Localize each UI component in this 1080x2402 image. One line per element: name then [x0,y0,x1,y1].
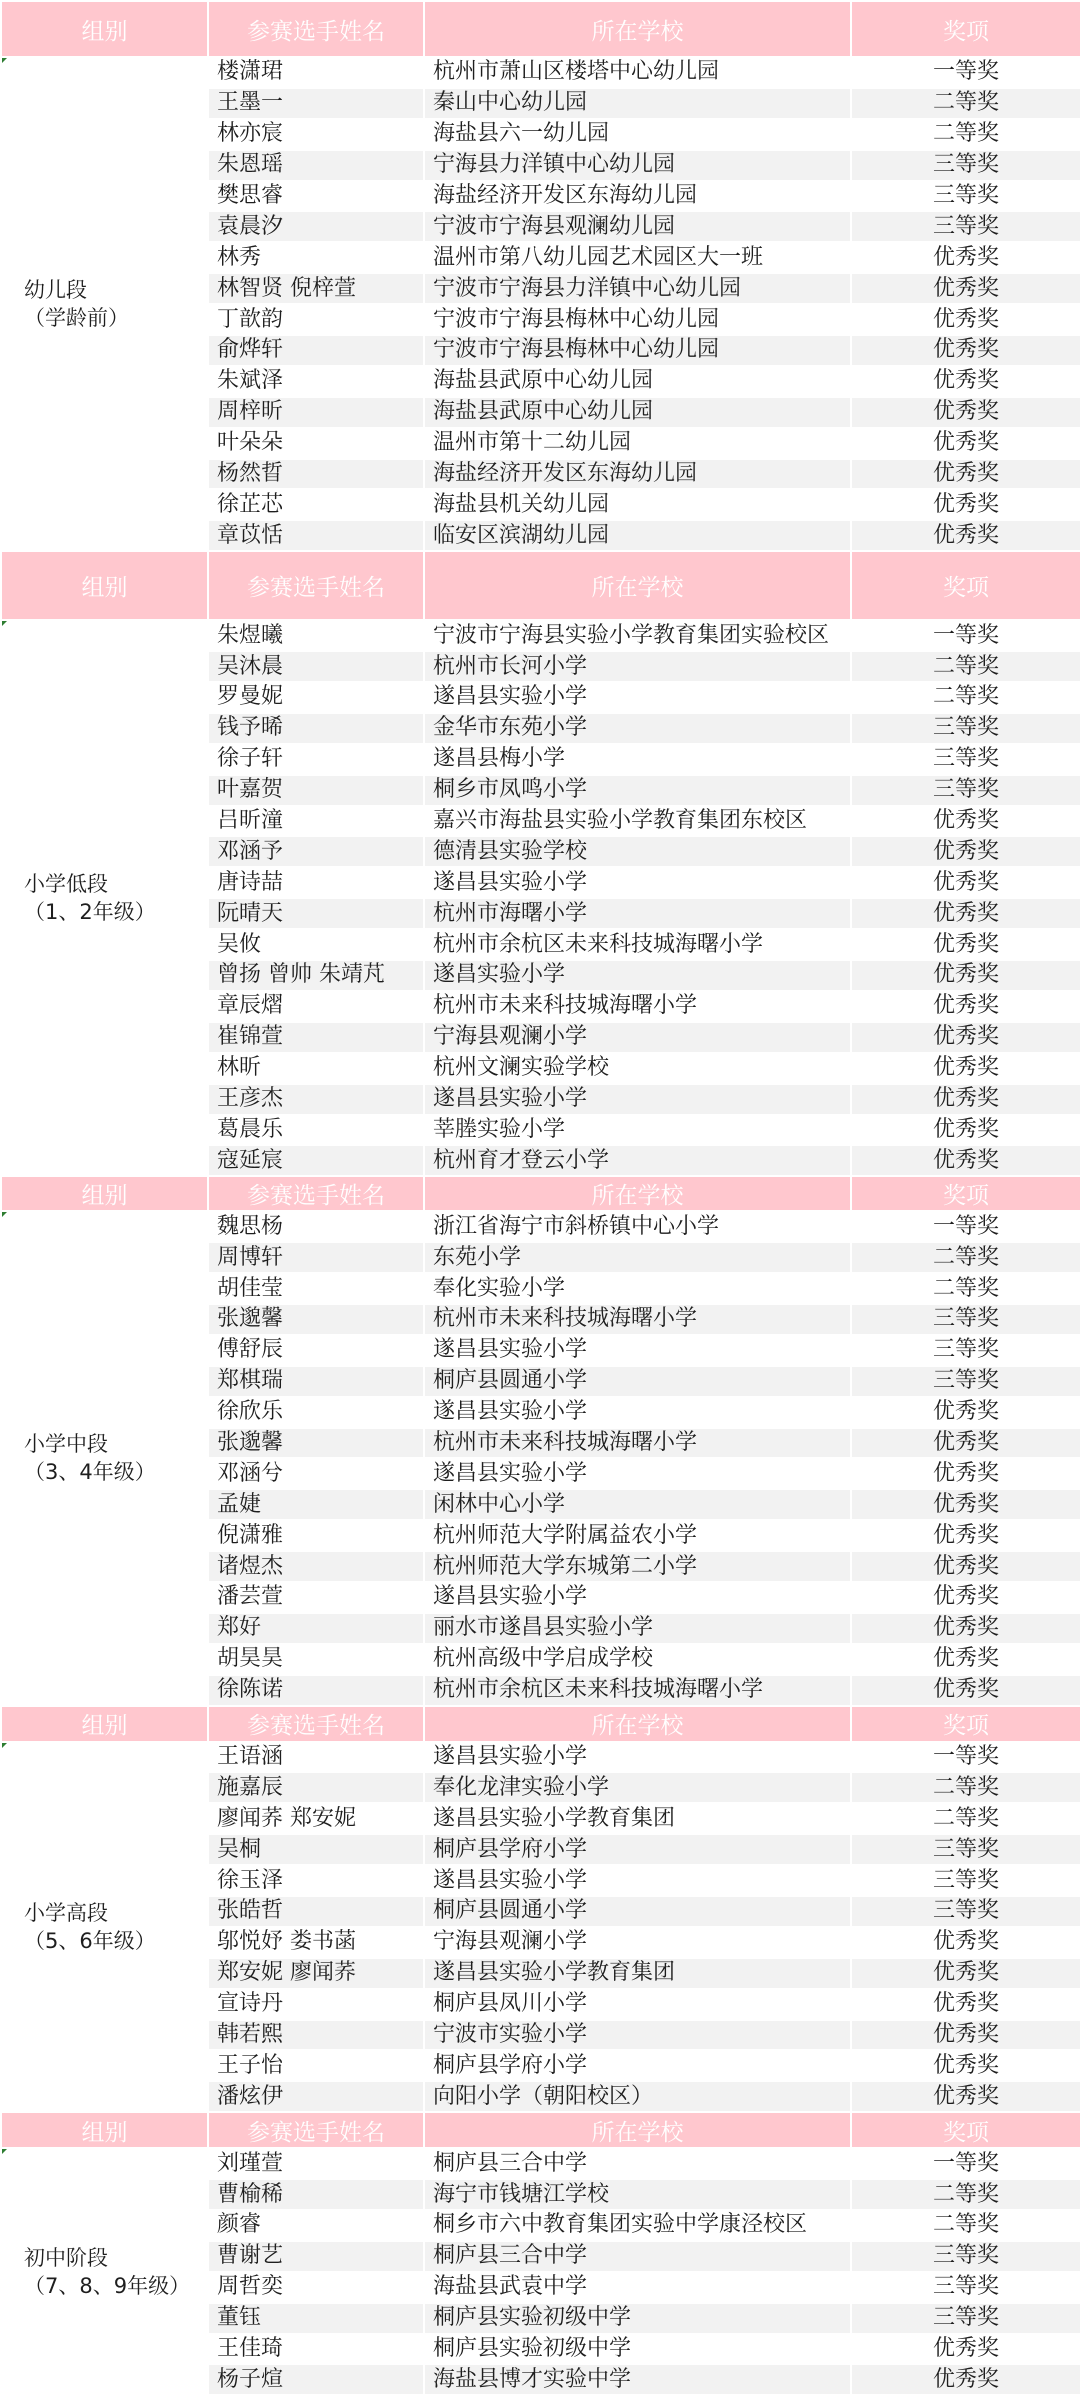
contestant-name: 吴沐晨 [208,651,424,682]
comment-marker-icon [2,1212,7,1217]
award-level: 一等奖 [851,1742,1080,1773]
contestant-name: 章辰熠 [208,991,424,1022]
award-level: 优秀奖 [851,1551,1080,1582]
school-name: 东苑小学 [424,1242,851,1273]
award-level: 优秀奖 [851,242,1080,273]
school-name: 海盐经济开发区东海幼儿园 [424,181,851,212]
school-name: 遂昌县实验小学 [424,867,851,898]
school-name: 奉化实验小学 [424,1273,851,1304]
award-level: 优秀奖 [851,1053,1080,1084]
header-school: 所在学校 [424,1,851,57]
contestant-name: 吕昕潼 [208,806,424,837]
award-level: 二等奖 [851,1242,1080,1273]
group-label: 初中阶段 [24,2245,108,2270]
award-level: 优秀奖 [851,1675,1080,1706]
header-school: 所在学校 [424,551,851,620]
group-label-cell [1,57,208,551]
award-level: 优秀奖 [851,520,1080,551]
contestant-name: 郑棋瑞 [208,1366,424,1397]
contestant-name: 吴桐 [208,1834,424,1865]
contestant-name: 傅舒辰 [208,1335,424,1366]
contestant-name: 潘炫伊 [208,2081,424,2112]
school-name: 嘉兴市海盐县实验小学教育集团东校区 [424,806,851,837]
school-name: 海宁市钱塘江学校 [424,2179,851,2210]
school-name: 临安区滨湖幼儿园 [424,520,851,551]
award-level: 优秀奖 [851,898,1080,929]
school-name: 桐庐县圆通小学 [424,1366,851,1397]
contestant-name: 魏思杨 [208,1211,424,1242]
school-name: 秦山中心幼儿园 [424,88,851,119]
awards-table-body [1,1,1080,2395]
school-name: 桐庐县三合中学 [424,2241,851,2272]
award-level: 二等奖 [851,1273,1080,1304]
contestant-name: 韩若熙 [208,2020,424,2051]
school-name: 遂昌县实验小学 [424,1865,851,1896]
group-label-cell [1,1742,208,2113]
contestant-name: 张邈馨 [208,1428,424,1459]
group-label-cell [1,1211,208,1705]
award-level: 优秀奖 [851,836,1080,867]
group-grade-range: （5、6年级） [24,1928,156,1953]
header-group: 组别 [1,1,208,57]
school-name: 桐庐县三合中学 [424,2148,851,2179]
section-header-row [1,1176,1080,1211]
school-name: 宁海县观澜小学 [424,1022,851,1053]
award-level: 优秀奖 [851,1145,1080,1176]
comment-marker-icon [2,621,7,626]
contestant-name: 崔锦萱 [208,1022,424,1053]
school-name: 遂昌县实验小学教育集团 [424,1958,851,1989]
award-level: 优秀奖 [851,2334,1080,2365]
contestant-name: 徐陈诺 [208,1675,424,1706]
award-level: 三等奖 [851,181,1080,212]
school-name: 遂昌县实验小学 [424,682,851,713]
award-level: 优秀奖 [851,1958,1080,1989]
school-name: 杭州师范大学东城第二小学 [424,1551,851,1582]
header-group: 组别 [1,1706,208,1742]
contestant-name: 朱煜曦 [208,620,424,651]
header-school: 所在学校 [424,1176,851,1211]
header-award: 奖项 [851,551,1080,620]
contestant-name: 徐玉泽 [208,1865,424,1896]
header-name: 参赛选手姓名 [208,1706,424,1742]
school-name: 宁波市宁海县梅林中心幼儿园 [424,304,851,335]
award-level: 优秀奖 [851,273,1080,304]
school-name: 温州市第八幼儿园艺术园区大一班 [424,242,851,273]
contestant-name: 孟婕 [208,1489,424,1520]
school-name: 杭州市长河小学 [424,651,851,682]
award-level: 优秀奖 [851,1489,1080,1520]
contestant-name: 朱恩瑶 [208,150,424,181]
table-row [1,2148,1080,2179]
award-level: 一等奖 [851,2148,1080,2179]
contestant-name: 袁晨汐 [208,211,424,242]
school-name: 遂昌县实验小学 [424,1742,851,1773]
contestant-name: 郑安妮 廖闻荞 [208,1958,424,1989]
header-name: 参赛选手姓名 [208,1,424,57]
school-name: 宁波市宁海县观澜幼儿园 [424,211,851,242]
award-level: 三等奖 [851,1304,1080,1335]
school-name: 杭州市萧山区楼塔中心幼儿园 [424,57,851,88]
school-name: 莘塍实验小学 [424,1115,851,1146]
school-name: 杭州市余杭区未来科技城海曙小学 [424,1675,851,1706]
section-header-row [1,551,1080,620]
header-group: 组别 [1,551,208,620]
comment-marker-icon [2,2149,7,2154]
contestant-name: 曹榆稀 [208,2179,424,2210]
contestant-name: 曾扬 曾帅 朱靖芃 [208,960,424,991]
contestant-name: 徐子轩 [208,744,424,775]
award-level: 二等奖 [851,682,1080,713]
award-level: 三等奖 [851,1366,1080,1397]
contestant-name: 董钰 [208,2303,424,2334]
award-level: 二等奖 [851,119,1080,150]
award-level: 二等奖 [851,1803,1080,1834]
table-row [1,57,1080,88]
contestant-name: 邓涵兮 [208,1458,424,1489]
award-level: 优秀奖 [851,1582,1080,1613]
school-name: 宁海县观澜小学 [424,1927,851,1958]
contestant-name: 倪潇雅 [208,1520,424,1551]
section-header-row [1,1,1080,57]
school-name: 海盐县六一幼儿园 [424,119,851,150]
contestant-name: 林智贤 倪梓萱 [208,273,424,304]
award-level: 优秀奖 [851,366,1080,397]
school-name: 桐庐县学府小学 [424,2050,851,2081]
award-level: 优秀奖 [851,1989,1080,2020]
award-level: 三等奖 [851,1865,1080,1896]
award-level: 三等奖 [851,775,1080,806]
school-name: 杭州市未来科技城海曙小学 [424,1304,851,1335]
group-grade-range: （3、4年级） [24,1460,156,1485]
school-name: 遂昌县实验小学 [424,1335,851,1366]
award-level: 优秀奖 [851,929,1080,960]
school-name: 杭州师范大学附属益农小学 [424,1520,851,1551]
award-level: 三等奖 [851,150,1080,181]
contestant-name: 林秀 [208,242,424,273]
award-level: 优秀奖 [851,1458,1080,1489]
award-level: 三等奖 [851,211,1080,242]
group-label: 小学低段 [24,872,108,897]
award-level: 优秀奖 [851,2364,1080,2395]
contestant-name: 宣诗丹 [208,1989,424,2020]
award-level: 三等奖 [851,2241,1080,2272]
contestant-name: 叶朵朵 [208,428,424,459]
header-name: 参赛选手姓名 [208,551,424,620]
group-label: 幼儿段 [24,278,87,303]
school-name: 宁波市宁海县实验小学教育集团实验校区 [424,620,851,651]
school-name: 桐庐县实验初级中学 [424,2303,851,2334]
award-level: 优秀奖 [851,1613,1080,1644]
award-level: 优秀奖 [851,1520,1080,1551]
contestant-name: 邓涵予 [208,836,424,867]
contestant-name: 楼潇珺 [208,57,424,88]
school-name: 德清县实验学校 [424,836,851,867]
contestant-name: 郑好 [208,1613,424,1644]
award-level: 三等奖 [851,2303,1080,2334]
contestant-name: 林亦宸 [208,119,424,150]
contestant-name: 施嘉辰 [208,1772,424,1803]
contestant-name: 王墨一 [208,88,424,119]
school-name: 海盐县武原中心幼儿园 [424,366,851,397]
school-name: 温州市第十二幼儿园 [424,428,851,459]
contestant-name: 杨然晢 [208,459,424,490]
award-level: 优秀奖 [851,1022,1080,1053]
school-name: 遂昌实验小学 [424,960,851,991]
school-name: 杭州市余杭区未来科技城海曙小学 [424,929,851,960]
contestant-name: 叶嘉贺 [208,775,424,806]
section-header-row [1,2112,1080,2148]
group-grade-range: （1、2年级） [24,900,156,925]
contestant-name: 章苡恬 [208,520,424,551]
award-level: 三等奖 [851,744,1080,775]
contestant-name: 曹谢艺 [208,2241,424,2272]
award-level: 二等奖 [851,88,1080,119]
contestant-name: 阮晴天 [208,898,424,929]
contestant-name: 樊思睿 [208,181,424,212]
award-level: 一等奖 [851,620,1080,651]
award-level: 优秀奖 [851,1428,1080,1459]
award-level: 三等奖 [851,1896,1080,1927]
school-name: 宁波市实验小学 [424,2020,851,2051]
school-name: 金华市东苑小学 [424,713,851,744]
contestant-name: 周博轩 [208,1242,424,1273]
contestant-name: 颜睿 [208,2210,424,2241]
school-name: 向阳小学（朝阳校区） [424,2081,851,2112]
school-name: 桐庐县实验初级中学 [424,2334,851,2365]
award-level: 一等奖 [851,1211,1080,1242]
contestant-name: 徐芷芯 [208,489,424,520]
award-level: 二等奖 [851,651,1080,682]
school-name: 宁波市宁海县力洋镇中心幼儿园 [424,273,851,304]
school-name: 桐庐县圆通小学 [424,1896,851,1927]
comment-marker-icon [2,1743,7,1748]
award-level: 优秀奖 [851,397,1080,428]
school-name: 闲林中心小学 [424,1489,851,1520]
group-grade-range: （学龄前） [24,306,129,331]
contestant-name: 徐欣乐 [208,1397,424,1428]
group-label: 小学高段 [24,1900,108,1925]
school-name: 桐庐县凤川小学 [424,1989,851,2020]
award-level: 优秀奖 [851,459,1080,490]
school-name: 遂昌县梅小学 [424,744,851,775]
contestant-name: 张邈馨 [208,1304,424,1335]
group-grade-range: （7、8、9年级） [24,2273,191,2298]
award-level: 优秀奖 [851,1927,1080,1958]
school-name: 宁波市宁海县梅林中心幼儿园 [424,335,851,366]
contestant-name: 朱斌泽 [208,366,424,397]
school-name: 杭州高级中学启成学校 [424,1644,851,1675]
contestant-name: 吴攸 [208,929,424,960]
contestant-name: 丁歆韵 [208,304,424,335]
contestant-name: 葛晨乐 [208,1115,424,1146]
school-name: 遂昌县实验小学 [424,1084,851,1115]
contestant-name: 邬悦妤 娄书菡 [208,1927,424,1958]
header-school: 所在学校 [424,2112,851,2148]
school-name: 遂昌县实验小学 [424,1458,851,1489]
table-row [1,620,1080,651]
award-level: 优秀奖 [851,2020,1080,2051]
school-name: 宁海县力洋镇中心幼儿园 [424,150,851,181]
award-level: 优秀奖 [851,1397,1080,1428]
contestant-name: 刘瑾萱 [208,2148,424,2179]
school-name: 遂昌县实验小学教育集团 [424,1803,851,1834]
school-name: 遂昌县实验小学 [424,1397,851,1428]
school-name: 奉化龙津实验小学 [424,1772,851,1803]
award-level: 三等奖 [851,713,1080,744]
header-name: 参赛选手姓名 [208,1176,424,1211]
header-award: 奖项 [851,1176,1080,1211]
school-name: 海盐县机关幼儿园 [424,489,851,520]
school-name: 杭州市海曙小学 [424,898,851,929]
award-level: 一等奖 [851,57,1080,88]
award-level: 三等奖 [851,1335,1080,1366]
contestant-name: 潘芸萱 [208,1582,424,1613]
contestant-name: 俞烨轩 [208,335,424,366]
contestant-name: 张皓哲 [208,1896,424,1927]
table-row [1,1742,1080,1773]
table-row [1,1211,1080,1242]
contestant-name: 唐诗喆 [208,867,424,898]
school-name: 丽水市遂昌县实验小学 [424,1613,851,1644]
contestant-name: 罗曼妮 [208,682,424,713]
contestant-name: 周哲奕 [208,2272,424,2303]
header-award: 奖项 [851,1,1080,57]
award-level: 优秀奖 [851,1644,1080,1675]
school-name: 浙江省海宁市斜桥镇中心小学 [424,1211,851,1242]
school-name: 杭州市未来科技城海曙小学 [424,1428,851,1459]
comment-marker-icon [2,58,7,63]
school-name: 海盐经济开发区东海幼儿园 [424,459,851,490]
contestant-name: 胡佳莹 [208,1273,424,1304]
school-name: 海盐县武原中心幼儿园 [424,397,851,428]
award-level: 二等奖 [851,1772,1080,1803]
contestant-name: 林昕 [208,1053,424,1084]
section-header-row [1,1706,1080,1742]
award-level: 优秀奖 [851,991,1080,1022]
award-level: 优秀奖 [851,489,1080,520]
group-label-cell [1,2148,208,2395]
award-level: 二等奖 [851,2210,1080,2241]
header-group: 组别 [1,2112,208,2148]
group-label: 小学中段 [24,1432,108,1457]
award-level: 优秀奖 [851,806,1080,837]
school-name: 遂昌县实验小学 [424,1582,851,1613]
award-level: 二等奖 [851,2179,1080,2210]
school-name: 杭州市未来科技城海曙小学 [424,991,851,1022]
contestant-name: 廖闻荞 郑安妮 [208,1803,424,1834]
contestant-name: 王子怡 [208,2050,424,2081]
contestant-name: 胡昊昊 [208,1644,424,1675]
award-level: 优秀奖 [851,428,1080,459]
contestant-name: 周梓昕 [208,397,424,428]
award-level: 优秀奖 [851,867,1080,898]
contestant-name: 钱予晞 [208,713,424,744]
award-level: 优秀奖 [851,335,1080,366]
header-award: 奖项 [851,2112,1080,2148]
header-group: 组别 [1,1176,208,1211]
school-name: 桐乡市凤鸣小学 [424,775,851,806]
award-level: 优秀奖 [851,2050,1080,2081]
school-name: 桐庐县学府小学 [424,1834,851,1865]
header-award: 奖项 [851,1706,1080,1742]
award-level: 优秀奖 [851,304,1080,335]
school-name: 桐乡市六中教育集团实验中学康泾校区 [424,2210,851,2241]
award-level: 优秀奖 [851,1115,1080,1146]
award-level: 优秀奖 [851,960,1080,991]
contestant-name: 诸煜杰 [208,1551,424,1582]
award-level: 优秀奖 [851,1084,1080,1115]
contestant-name: 杨子煊 [208,2364,424,2395]
contestant-name: 王佳琦 [208,2334,424,2365]
contestant-name: 王彦杰 [208,1084,424,1115]
contestant-name: 王语涵 [208,1742,424,1773]
award-level: 优秀奖 [851,2081,1080,2112]
group-label-cell [1,620,208,1176]
school-name: 海盐县武袁中学 [424,2272,851,2303]
award-level: 三等奖 [851,1834,1080,1865]
contestant-name: 寇延宸 [208,1145,424,1176]
award-level: 三等奖 [851,2272,1080,2303]
header-school: 所在学校 [424,1706,851,1742]
school-name: 海盐县博才实验中学 [424,2364,851,2395]
school-name: 杭州文澜实验学校 [424,1053,851,1084]
school-name: 杭州育才登云小学 [424,1145,851,1176]
header-name: 参赛选手姓名 [208,2112,424,2148]
